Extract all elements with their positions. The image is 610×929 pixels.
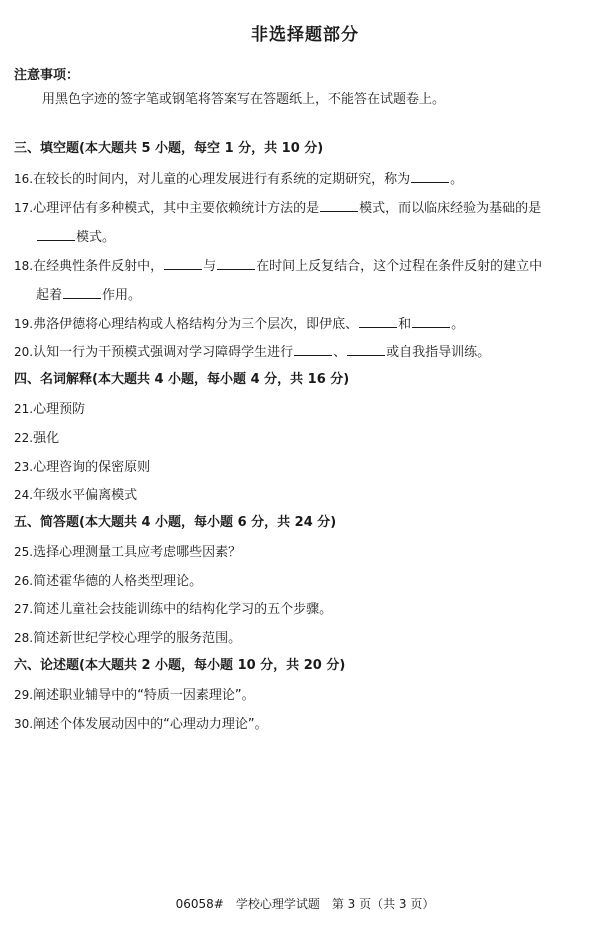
question-number: 16. <box>14 172 34 186</box>
answer-blank <box>359 315 397 328</box>
question-number: 28. <box>14 631 34 645</box>
question-29: 29.阐述职业辅导中的“特质一因素理论”。 <box>14 688 255 703</box>
question-21: 21.心理预防 <box>14 402 86 417</box>
section-5-heading: 五、简答题(本大题共 4 小题，每小题 6 分，共 24 分) <box>14 515 337 530</box>
question-number: 26. <box>14 574 34 588</box>
question-30: 30.阐述个体发展动因中的“心理动力理论”。 <box>14 717 268 732</box>
answer-blank <box>217 257 255 270</box>
question-19: 19.弗洛伊德将心理结构或人格结构分为三个层次，即伊底、 和 。 <box>14 317 465 332</box>
answer-blank <box>320 199 358 212</box>
answer-blank <box>164 257 202 270</box>
question-number: 24. <box>14 488 34 502</box>
answer-blank <box>347 343 385 356</box>
question-16: 16.在较长的时间内，对儿童的心理发展进行有系统的定期研究，称为 。 <box>14 172 464 187</box>
section-6-heading: 六、论述题(本大题共 2 小题，每小题 10 分，共 20 分) <box>14 658 346 673</box>
question-26: 26.简述霍华德的人格类型理论。 <box>14 574 203 589</box>
question-23: 23.心理咨询的保密原则 <box>14 460 151 475</box>
answer-blank <box>294 343 332 356</box>
question-18: 18.在经典性条件反射中， 与 在时间上反复结合，这个过程在条件反射的建立中 <box>14 259 543 274</box>
answer-blank <box>412 315 450 328</box>
question-25: 25.选择心理测量工具应考虑哪些因素？ <box>14 545 242 560</box>
answer-blank <box>411 170 449 183</box>
question-number: 18. <box>14 259 34 273</box>
question-number: 17. <box>14 201 34 215</box>
question-number: 23. <box>14 460 34 474</box>
question-24: 24.年级水平偏离模式 <box>14 488 138 503</box>
question-22: 22.强化 <box>14 431 60 446</box>
question-20: 20.认知一行为干预模式强调对学习障碍学生进行 、 或自我指导训练。 <box>14 345 491 360</box>
question-number: 30. <box>14 717 34 731</box>
answer-blank <box>63 286 101 299</box>
answer-blank <box>37 228 75 241</box>
notice-text: 用黑色字迹的签字笔或钢笔将答案写在答题纸上，不能答在试题卷上。 <box>42 92 446 107</box>
question-number: 27. <box>14 602 34 616</box>
question-17: 17.心理评估有多种模式，其中主要依赖统计方法的是 模式，而以临床经验为基础的是 <box>14 201 542 216</box>
question-28: 28.简述新世纪学校心理学的服务范围。 <box>14 631 242 646</box>
question-17-cont: 模式。 <box>36 228 115 246</box>
question-number: 20. <box>14 345 34 359</box>
question-number: 25. <box>14 545 34 559</box>
question-number: 19. <box>14 317 34 331</box>
section-3-heading: 三、填空题(本大题共 5 小题，每空 1 分，共 10 分) <box>14 141 324 156</box>
question-27: 27.简述儿童社会技能训练中的结构化学习的五个步骤。 <box>14 602 333 617</box>
notice-heading: 注意事项： <box>14 68 80 83</box>
question-number: 21. <box>14 402 34 416</box>
page-footer: 06058# 学校心理学试题 第 3 页（共 3 页） <box>175 897 435 911</box>
question-18-cont: 起着 作用。 <box>36 288 142 303</box>
question-number: 29. <box>14 688 34 702</box>
question-number: 22. <box>14 431 34 445</box>
section-4-heading: 四、名词解释(本大题共 4 小题，每小题 4 分，共 16 分) <box>14 372 350 387</box>
page-title: 非选择题部分 <box>251 25 359 45</box>
